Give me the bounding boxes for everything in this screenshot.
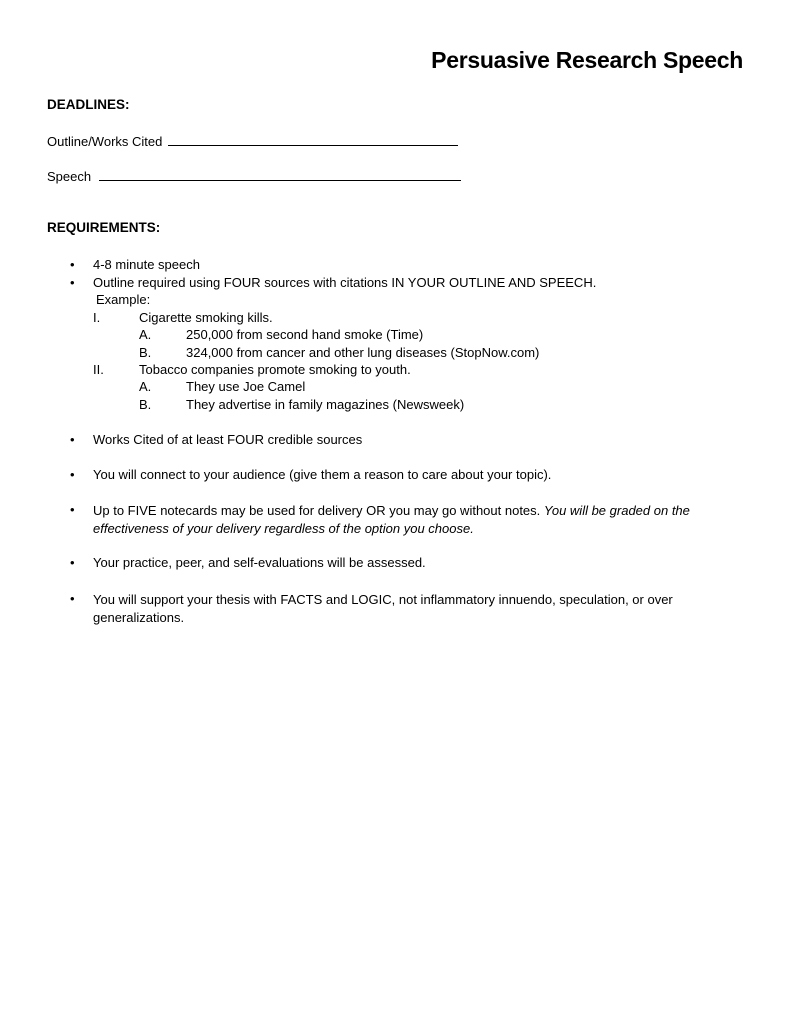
outline-subletter: B. [139,345,152,360]
requirement-item: Your practice, peer, and self-evaluations will be assessed. [93,555,426,570]
requirement-item [93,502,698,538]
outline-subletter: B. [139,397,152,412]
bullet-icon: • [70,467,75,482]
example-label: Example: [96,292,151,307]
outline-deadline-row [47,133,458,149]
speech-deadline-label: Speech [47,169,92,184]
outline-subletter: A. [139,379,152,394]
requirement-item: 4-8 minute speech [93,257,200,272]
bullet-icon: • [70,555,75,570]
outline-subpoint: 250,000 from second hand smoke (Time) [186,327,424,342]
page-title: Persuasive Research Speech [431,47,743,73]
outline-numeral: II. [93,362,104,377]
outline-subpoint: 324,000 from cancer and other lung diseases (StopNow.com) [186,345,540,360]
outline-subletter: A. [139,327,152,342]
bullet-icon: • [70,591,75,606]
speech-deadline-row [47,168,461,184]
requirement-item: Outline required using FOUR sources with citations IN YOUR OUTLINE AND SPEECH. [93,275,597,290]
bullet-icon: • [70,432,75,447]
outline-numeral: I. [93,310,101,325]
requirement-item: You will connect to your audience (give them a reason to care about your topic). [93,467,552,482]
requirement-item-text: Up to FIVE notecards may be used for delivery OR you may go without notes. [93,503,544,518]
bullet-icon: • [70,502,75,517]
deadlines-heading: DEADLINES: [47,97,130,112]
outline-point: Tobacco companies promote smoking to youth. [139,362,411,377]
outline-deadline-label: Outline/Works Cited [47,134,163,149]
outline-subpoint: They use Joe Camel [186,379,306,394]
outline-point: Cigarette smoking kills. [139,310,273,325]
outline-subpoint: They advertise in family magazines (Newsweek) [186,397,465,412]
requirement-item-emphasis: You will be graded on the effectiveness of your delivery regardless of the option you choose. [93,503,690,536]
bullet-icon: • [70,257,75,272]
bullet-icon: • [70,275,75,290]
requirements-heading: REQUIREMENTS: [47,220,161,235]
requirement-item: Works Cited of at least FOUR credible sources [93,432,363,447]
requirement-item: You will support your thesis with FACTS and LOGIC, not inflammatory innuendo, speculation, or over generalizations. [93,592,673,625]
speech-deadline-blank [99,168,461,181]
outline-deadline-blank [168,133,458,146]
